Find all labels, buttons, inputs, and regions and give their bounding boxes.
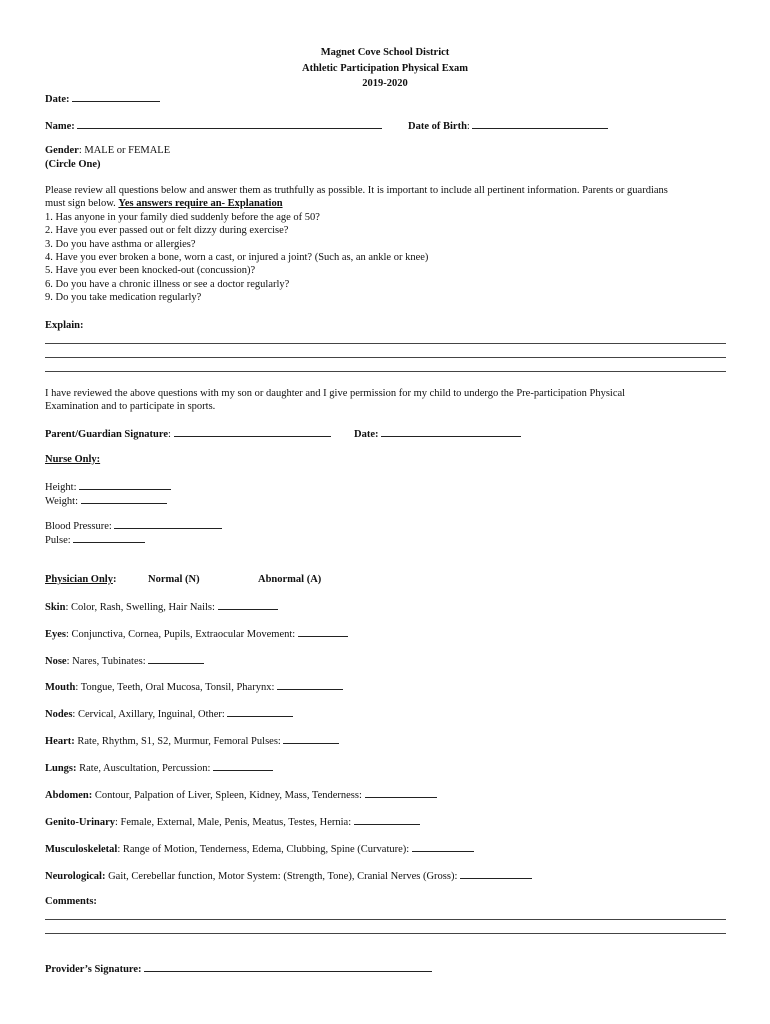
exam-row-heart [45,734,339,747]
exam-row-abdomen [45,788,437,801]
exam-row-lungs [45,761,273,774]
comments-line-2[interactable] [45,933,726,934]
exam-text-musculoskeletal: : Range of Motion, Tenderness, Edema, Clubbing, Spine (Curvature): [117,844,410,855]
exam-text-lungs: Rate, Auscultation, Percussion: [76,763,211,774]
explain-line-3[interactable] [45,371,726,372]
question-1: 1. Has anyone in your family died suddenly before the age of 50? [45,211,320,223]
provider-signature-label: Provider’s Signature: [45,964,142,975]
exam-label-abdomen: Abdomen: [45,790,93,801]
dob-field[interactable] [472,119,608,129]
exam-label-lungs: Lungs: [45,763,77,774]
gender-row [45,145,170,156]
date-field[interactable] [72,92,160,102]
exam-row-neurological [45,869,532,882]
exam-text-skin: : Color, Rash, Swelling, Hair Nails: [65,602,215,613]
abnormal-label: Abnormal (A) [258,574,322,585]
exam-field-abdomen[interactable] [365,788,437,798]
explain-line-2[interactable] [45,357,726,358]
exam-row-skin [45,600,278,613]
explanation-requirement: Yes answers require an- Explanation [118,198,283,210]
weight-label: Weight: [45,496,78,507]
nurse-only-heading: Nurse Only: [45,454,101,465]
weight-field[interactable] [81,494,167,504]
exam-label-mouth: Mouth [45,682,76,693]
pulse-label: Pulse: [45,535,71,546]
exam-text-mouth: : Tongue, Teeth, Oral Mucosa, Tonsil, Pharynx: [75,682,275,693]
exam-field-musculoskeletal[interactable] [412,842,474,852]
exam-field-genito-urinary[interactable] [354,815,420,825]
exam-field-mouth[interactable] [277,680,343,690]
exam-text-genito-urinary: : Female, External, Male, Penis, Meatus, Testes, Hernia: [115,817,352,828]
exam-text-eyes: : Conjunctiva, Cornea, Pupils, Extraocular Movement: [66,629,296,640]
instructions-line-1: Please review all questions below and answer them as truthfully as possible. It is important to include all pertinent information. Parents or guardians [45,185,668,196]
school-name: Magnet Cove School District [320,47,450,58]
parent-date-label: Date: [354,429,379,440]
physician-only-heading: Physician Only [45,574,113,585]
parent-signature-colon: : [168,429,171,440]
exam-label-genito-urinary: Genito-Urinary [45,817,115,828]
explain-line-1[interactable] [45,343,726,344]
weight-row [45,494,167,507]
date-row [45,92,160,105]
question-6: 6. Do you have a chronic illness or see a doctor regularly? [45,278,290,290]
exam-label-heart: Heart: [45,736,75,747]
pulse-field[interactable] [73,533,145,543]
exam-row-eyes [45,627,348,640]
form-title: Athletic Participation Physical Exam [302,63,468,74]
height-label: Height: [45,482,77,493]
parent-date-row [354,427,521,440]
exam-text-heart: Rate, Rhythm, S1, S2, Murmur, Femoral Pulses: [74,736,281,747]
exam-row-mouth [45,680,343,693]
question-9: 9. Do you take medication regularly? [45,292,202,304]
exam-row-nose [45,654,204,667]
height-row [45,480,171,493]
exam-row-genito-urinary [45,815,420,828]
instructions-block [45,184,668,305]
blood-pressure-field[interactable] [114,519,222,529]
exam-row-musculoskeletal [45,842,474,855]
instructions-line-2 [45,197,668,210]
exam-field-nose[interactable] [148,654,204,664]
parent-signature-row [45,427,331,440]
question-3: 3. Do you have asthma or allergies? [45,238,196,250]
exam-field-nodes[interactable] [227,707,293,717]
physician-only-colon: : [112,574,117,585]
exam-text-nodes: : Cervical, Axillary, Inguinal, Other: [72,709,225,720]
blood-pressure-row [45,519,222,532]
exam-text-neurological: Gait, Cerebellar function, Motor System: (Strength, Tone), Cranial Nerves (Gross): [105,871,458,882]
exam-text-nose: : Nares, Tubinates: [66,656,146,667]
normal-label: Normal (N) [148,574,200,585]
name-field[interactable] [77,119,382,129]
question-4: 4. Have you ever broken a bone, worn a cast, or injured a joint? (Such as, an ankle or knee) [45,252,429,264]
physician-only-heading-row [45,574,116,585]
consent-line-1: I have reviewed the above questions with my son or daughter and I give permission for my child to undergo the Pre-participation Physical [45,388,626,399]
instructions-prefix: must sign below. [45,198,119,210]
gender-label: Gender [45,145,79,156]
gender-note: (Circle One) [45,159,101,170]
exam-field-lungs[interactable] [213,761,273,771]
dob-row [408,119,608,132]
name-row [45,119,382,132]
exam-row-nodes [45,707,293,720]
height-field[interactable] [79,480,171,490]
explain-label: Explain: [45,320,84,331]
question-2: 2. Have you ever passed out or felt dizzy during exercise? [45,225,289,237]
exam-field-neurological[interactable] [460,869,532,879]
exam-field-skin[interactable] [218,600,278,610]
exam-text-abdomen: Contour, Palpation of Liver, Spleen, Kidney, Mass, Tenderness: [92,790,362,801]
parent-date-field[interactable] [381,427,521,437]
exam-label-nodes: Nodes [45,709,73,720]
exam-field-eyes[interactable] [298,627,348,637]
dob-label: Date of Birth [408,121,467,132]
consent-line-2: Examination and to participate in sports. [45,401,216,413]
provider-signature-row [45,962,432,975]
exam-label-neurological: Neurological: [45,871,106,882]
date-label: Date: [45,94,70,105]
exam-label-eyes: Eyes [45,629,66,640]
parent-signature-field[interactable] [174,427,331,437]
consent-block [45,387,625,414]
blood-pressure-label: Blood Pressure: [45,521,112,532]
school-year: 2019-2020 [362,78,408,89]
provider-signature-field[interactable] [144,962,432,972]
name-label: Name: [45,121,75,132]
pulse-row [45,533,145,546]
exam-label-nose: Nose [45,656,67,667]
exam-field-heart[interactable] [283,734,339,744]
comments-label: Comments: [45,896,97,907]
question-5: 5. Have you ever been knocked-out (concussion)? [45,265,256,277]
comments-line-1[interactable] [45,919,726,920]
exam-label-skin: Skin [45,602,66,613]
gender-options[interactable]: : MALE or FEMALE [78,145,171,156]
dob-colon: : [466,121,470,132]
exam-label-musculoskeletal: Musculoskeletal [45,844,118,855]
parent-signature-label: Parent/Guardian Signature [45,429,169,440]
